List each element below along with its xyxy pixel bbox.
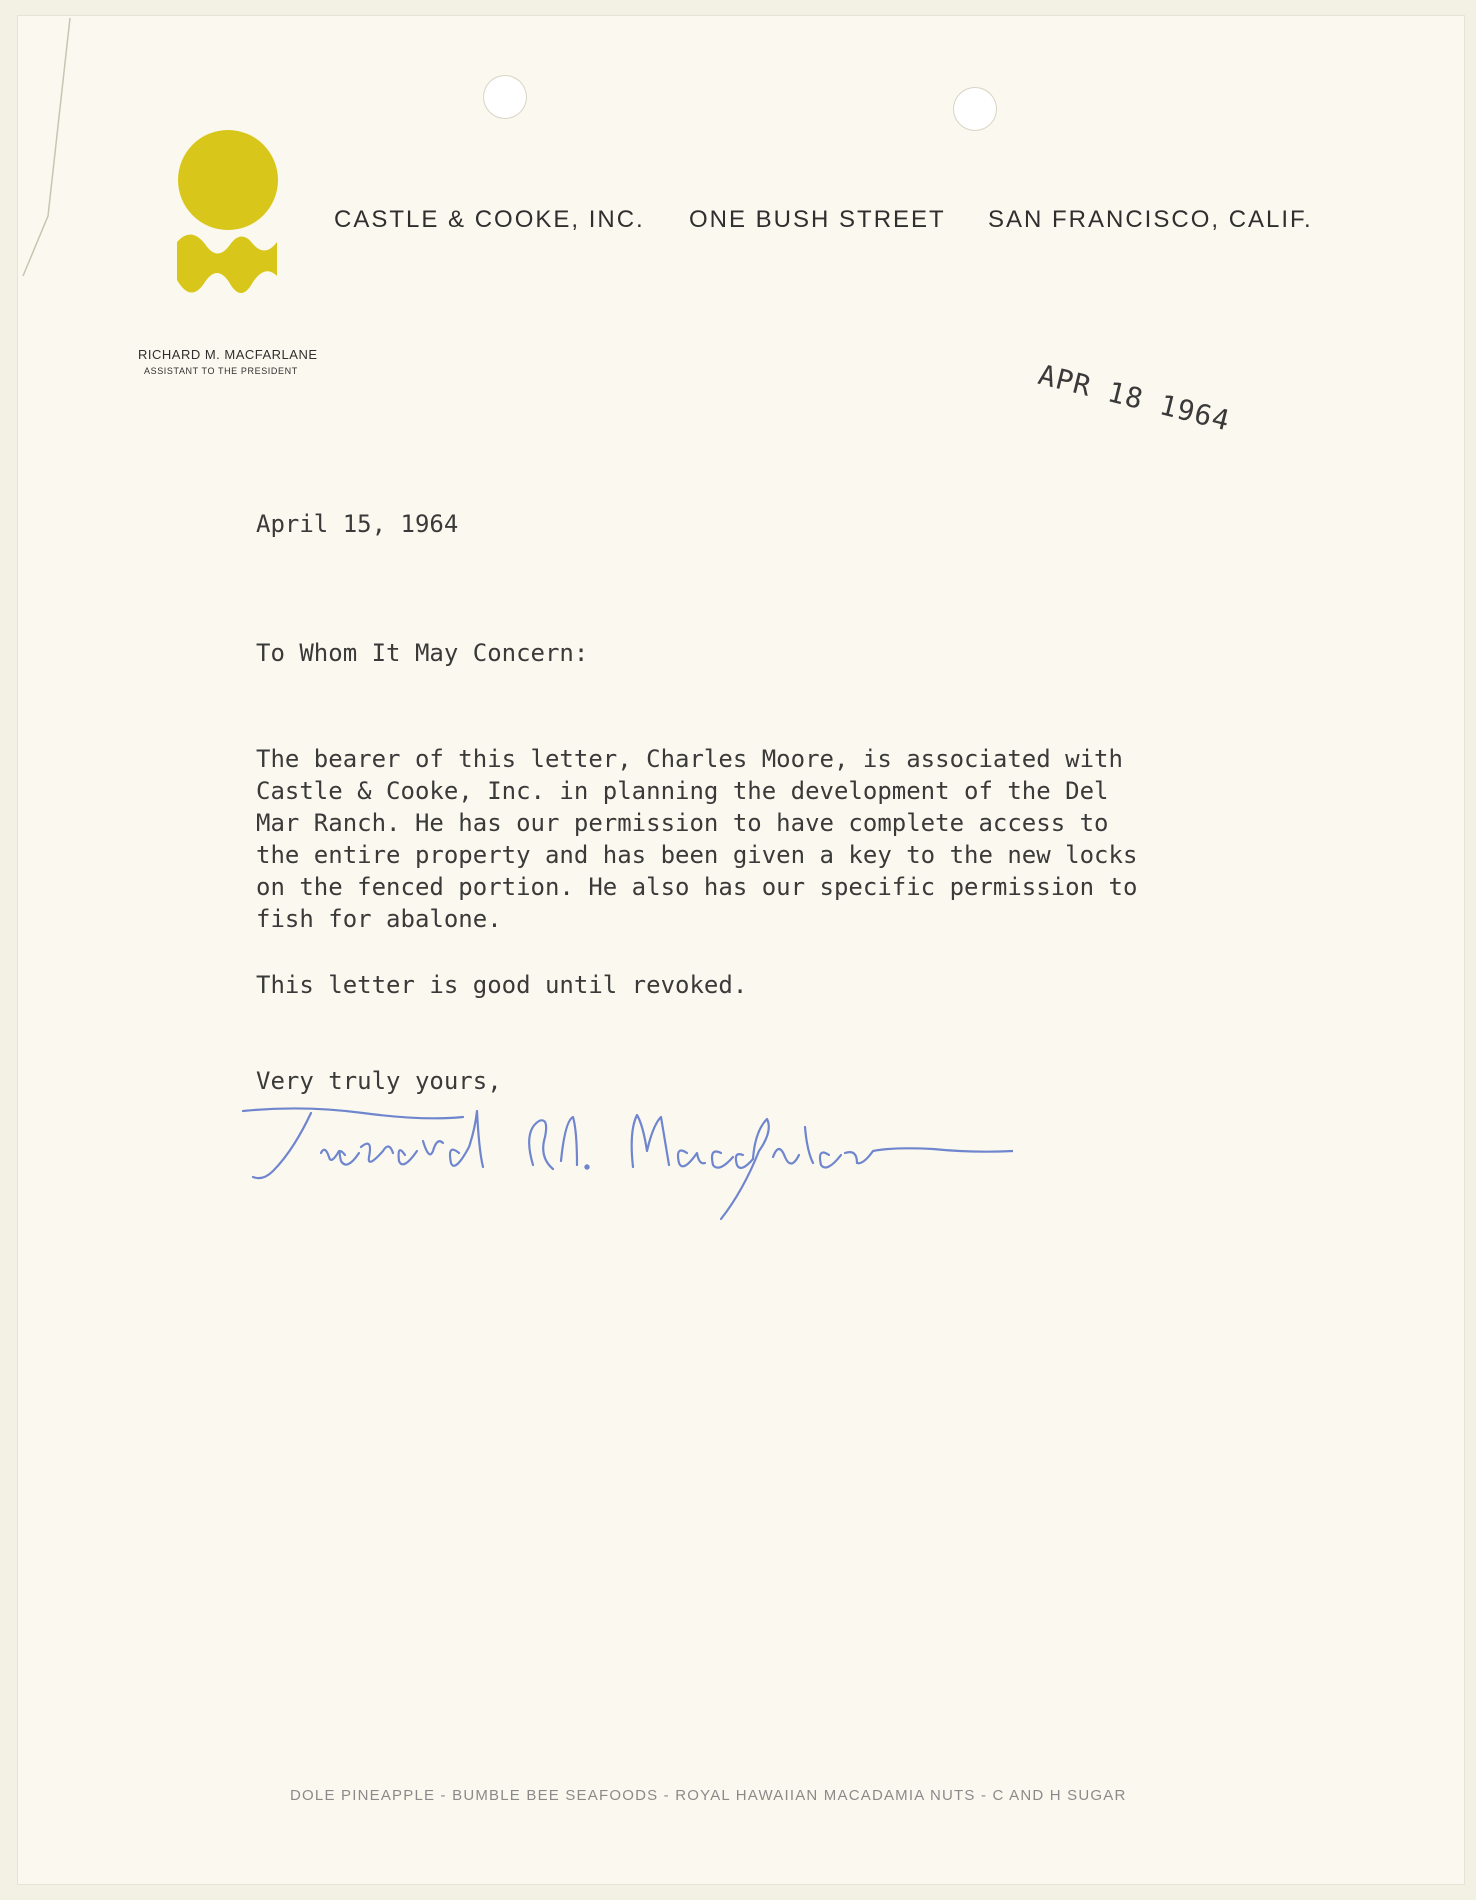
body-line: the entire property and has been given a key to the new locks	[256, 841, 1138, 869]
letter-page	[18, 16, 1464, 1884]
letter-closing: Very truly yours,	[256, 1067, 502, 1095]
body-line: on the fenced portion. He also has our specific permission to	[256, 873, 1138, 901]
company-logo-icon	[173, 130, 283, 310]
letterhead-street: ONE BUSH STREET	[689, 206, 946, 233]
letterhead-company: CASTLE & COOKE, INC.	[334, 206, 645, 233]
body-line: Mar Ranch. He has our permission to have complete access to	[256, 809, 1109, 837]
body-line: fish for abalone.	[256, 905, 502, 933]
body-line: The bearer of this letter, Charles Moore, is associated with	[256, 745, 1123, 773]
received-date-stamp: APR 18 1964	[1035, 358, 1234, 438]
punch-hole-right	[953, 87, 997, 131]
sender-name: RICHARD M. MACFARLANE	[138, 347, 318, 362]
letter-date: April 15, 1964	[256, 510, 459, 538]
letter-body	[256, 743, 1137, 935]
punch-hole-left	[483, 75, 527, 119]
sender-title: ASSISTANT TO THE PRESIDENT	[144, 366, 298, 376]
body-line: Castle & Cooke, Inc. in planning the development of the Del	[256, 777, 1109, 805]
letter-validity-note: This letter is good until revoked.	[256, 971, 748, 999]
page-fold-mark	[18, 16, 88, 316]
handwritten-signature	[233, 1091, 1013, 1221]
letterhead-city: SAN FRANCISCO, CALIF.	[988, 206, 1313, 233]
letter-salutation: To Whom It May Concern:	[256, 639, 589, 667]
letterhead-footer: DOLE PINEAPPLE - BUMBLE BEE SEAFOODS - ROYAL HAWAIIAN MACADAMIA NUTS - C AND H SUGAR	[290, 1787, 1127, 1804]
